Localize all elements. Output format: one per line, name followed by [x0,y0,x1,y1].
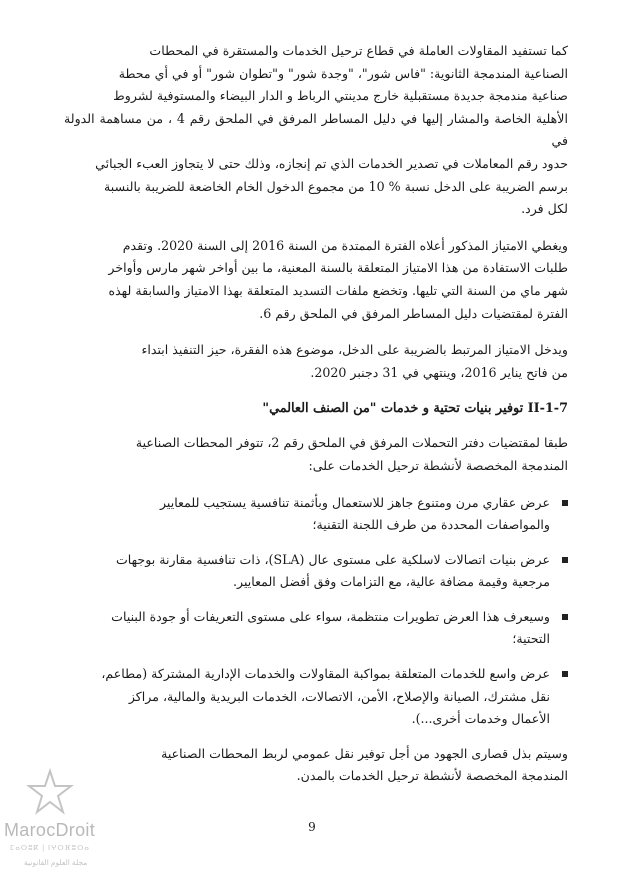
square-bullet-icon [562,557,568,563]
text-line: ويغطي الامتياز المذكور أعلاه الفترة الممتدة من السنة 2016 إلى السنة 2020. وتقدم [122,237,568,253]
text-line: الصناعية المندمجة الثانوية: "فاس شور"، "وجدة شور" و"تطوان شور" أو في أي محطة [118,65,568,81]
text-line: حدود رقم المعاملات في تصدير الخدمات الذي تم إنجازه، وذلك حتى لا يتجاوز العبء الجبائي [95,155,568,171]
list-item [64,549,568,594]
list-item [64,606,568,651]
text-line: نقل مشترك، الصيانة والإصلاح، الأمن، الاتصالات، الخدمات البريدية والمالية، مراكز [128,688,550,704]
text-line: عرض واسع للخدمات المتعلقة بمواكبة المقاولات والخدمات الإدارية المشتركة (مطاعم، [101,666,550,682]
text-line: وسيعرف هذا العرض تطويرات منتظمة، سواء على مستوى التعريفات أو جودة البنيات [111,608,550,624]
text-line: والمواصفات المحددة من طرف اللجنة التقنية؛ [312,517,550,533]
list-item [64,663,568,731]
text-line: ويدخل الامتياز المرتبط بالضريبة على الدخل، موضوع هذه الفقرة، حيز التنفيذ ابتداء [141,342,568,358]
text-line: من فاتح يناير 2016، وينتهي في 31 دجنبر 2020. [310,364,568,380]
text-line: الفترة لمقتضيات دليل المساطر المرفق في الملحق رقم 6. [259,305,568,321]
logo-arabic: مجلة العلوم القانونية [24,858,88,867]
text-line: شهر ماي من السنة التي تليها. وتخضع ملفات التسديد المتعلقة بهذا الامتياز والسابقة لهذه [108,282,568,298]
text-line: برسم الضريبة على الدخل نسبة % 10 من مجموع الدخول الخام الخاضعة للضريبة بالنسبة [104,178,568,194]
text-line: مرجعية وقيمة مضافة عالية، مع التزامات وفق أفضل المعايير. [233,574,550,590]
list-item [64,492,568,537]
text-line: المندمجة المخصصة لأنشطة ترحيل الخدمات بالمدن. [296,768,568,784]
paragraph-3 [64,339,568,384]
watermark-logo [4,768,144,874]
text-line: الأعمال وخدمات أخرى...). [411,711,550,727]
logo-name: MarocDroit [4,820,96,840]
page-number: 9 [308,820,316,834]
text-line: التحتية؛ [512,631,550,647]
text-line: عرض عقاري مرن ومتنوع جاهز للاستعمال وبأثمنة تنافسية يستجيب للمعايير [159,494,550,510]
paragraph-4 [64,432,568,477]
logo-tagline: ⵎⴰⵔⵓⴽ | ⵏⵖⵔⴼⵓⵔⴰ [10,845,90,852]
text-line: طلبات الاستفادة من هذا الامتياز المتعلقة بالسنة المعنية، ما بين أواخر شهر مارس وأواخر [108,260,568,276]
text-line: وسيتم بذل قصارى الجهود من أجل توفير نقل عمومي لربط المحطات الصناعية [161,745,568,761]
text-line: صناعية مندمجة جديدة مستقبلية خارج مدينتي الرباط و الدار البيضاء والمستوفية لشروط [113,88,568,104]
text-line: عرض بنيات اتصالات لاسلكية على مستوى عال (SLA)، ذات تنافسية مقارنة بوجهات [115,551,550,567]
star-icon [26,768,74,816]
square-bullet-icon [562,671,568,677]
section-heading: II-1-7 توفير بنيات تحتية و خدمات "من الصنف العالمي" [262,401,568,417]
bullet-list [64,492,568,731]
text-line: طبقا لمقتضيات دفتر التحملات المرفق في الملحق رقم 2، تتوفر المحطات الصناعية [135,435,568,451]
square-bullet-icon [562,614,568,620]
text-line: المندمجة المخصصة لأنشطة ترحيل الخدمات على: [308,457,568,473]
square-bullet-icon [562,500,568,506]
paragraph-1 [64,40,568,221]
text-line: لكل فرد. [521,201,568,217]
paragraph-2 [64,235,568,325]
text-line: الأهلية الخاصة والمشار إليها في دليل المساطر المرفق في الملحق رقم 4 ، من مساهمة الدولة في [64,110,568,149]
text-line: كما تستفيد المقاولات العاملة في قطاع ترحيل الخدمات والمستقرة في المحطات [149,43,568,58]
